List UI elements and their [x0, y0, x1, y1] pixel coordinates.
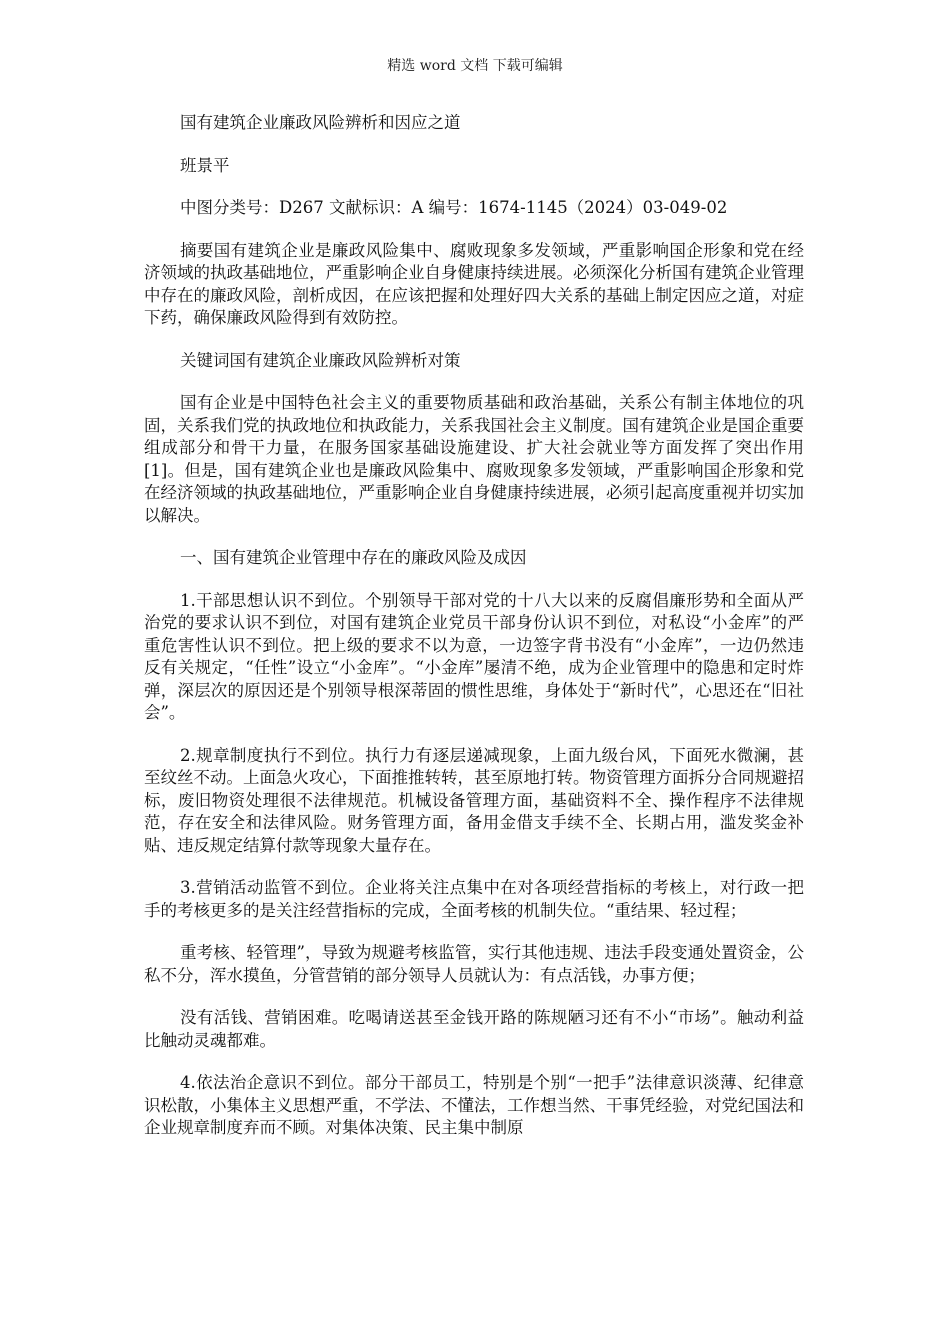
article-classification: 中图分类号：D267 文献标识：A 编号：1674-1145（2024）03-049-02 — [180, 198, 728, 217]
article-author: 班景平 — [180, 155, 230, 175]
section-heading: 一、国有建筑企业管理中存在的廉政风险及成因 — [180, 548, 527, 567]
body-paragraph: 1.干部思想认识不到位。个别领导干部对党的十八大以来的反腐倡廉形势和全面从严治党的要求认识不到位，对国有建筑企业党员干部身份认识不到位，对私设“小金库”的严重危害性认识不到位。把上级的要求不以为意，一边签字背书没有“小金库”，一边仍然违反有关规定，“任性”设立“小金库”。“小金库”屡清不绝，成为企业管理中的隐患和定时炸弹，深层次的原因还是个别领导根深蒂固的惯性思维，身体处于“新时代”，心思还在“旧社会”。 — [144, 590, 804, 722]
article-keywords: 关键词国有建筑企业廉政风险辨析对策 — [180, 350, 461, 370]
page-header: 精选 word 文档 下载可编辑 — [387, 58, 563, 74]
article-title: 国有建筑企业廉政风险辨析和因应之道 — [180, 113, 461, 132]
body-paragraph: 2.规章制度执行不到位。执行力有逐层递减现象，上面九级台风，下面死水微澜，甚至纹丝不动。上面急火攻心，下面推推转转，甚至原地打转。物资管理方面拆分合同规避招标，废旧物资处理很不法律规范。机械设备管理方面，基础资料不全、操作程序不法律规范，存在安全和法律风险。财务管理方面，备用金借支手续不全、长期占用，滥发奖金补贴、违反规定结算付款等现象大量存在。 — [144, 745, 804, 855]
body-paragraph: 4.依法治企意识不到位。部分干部员工，特别是个别“一把手”法律意识淡薄、纪律意识松散，小集体主义思想严重，不学法、不懂法，工作想当然、干事凭经验，对党纪国法和企业规章制度弃而不顾。对集体决策、民主集中制原 — [144, 1073, 804, 1137]
body-paragraph: 3.营销活动监管不到位。企业将关注点集中在对各项经营指标的考核上，对行政一把手的考核更多的是关注经营指标的完成，全面考核的机制失位。“重结果、轻过程； — [144, 878, 804, 920]
body-paragraph: 国有企业是中国特色社会主义的重要物质基础和政治基础，关系公有制主体地位的巩固，关系我们党的执政地位和执政能力，关系我国社会主义制度。国有建筑企业是国企重要组成部分和骨干力量，在服务国家基础设施建设、扩大社会就业等方面发挥了突出作用[1]。但是，国有建筑企业也是廉政风险集中、腐败现象多发领域，严重影响国企形象和党在经济领域的执政基础地位，严重影响企业自身健康持续进展，必须引起高度重视并切实加以解决。 — [144, 393, 804, 525]
article-abstract: 摘要国有建筑企业是廉政风险集中、腐败现象多发领域，严重影响国企形象和党在经济领域的执政基础地位，严重影响企业自身健康持续进展。必须深化分析国有建筑企业管理中存在的廉政风险，剖析成因，在应该把握和处理好四大关系的基础上制定因应之道，对症下药，确保廉政风险得到有效防控。 — [144, 240, 804, 327]
body-paragraph: 重考核、轻管理”，导致为规避考核监管，实行其他违规、违法手段变通处置资金，公私不分，浑水摸鱼，分管营销的部分领导人员就认为：有点活钱，办事方便； — [144, 943, 804, 985]
document-body — [144, 112, 804, 1160]
body-paragraph: 没有活钱、营销困难。吃喝请送甚至金钱开路的陈规陋习还有不小“市场”。触动利益比触动灵魂都难。 — [144, 1008, 804, 1050]
